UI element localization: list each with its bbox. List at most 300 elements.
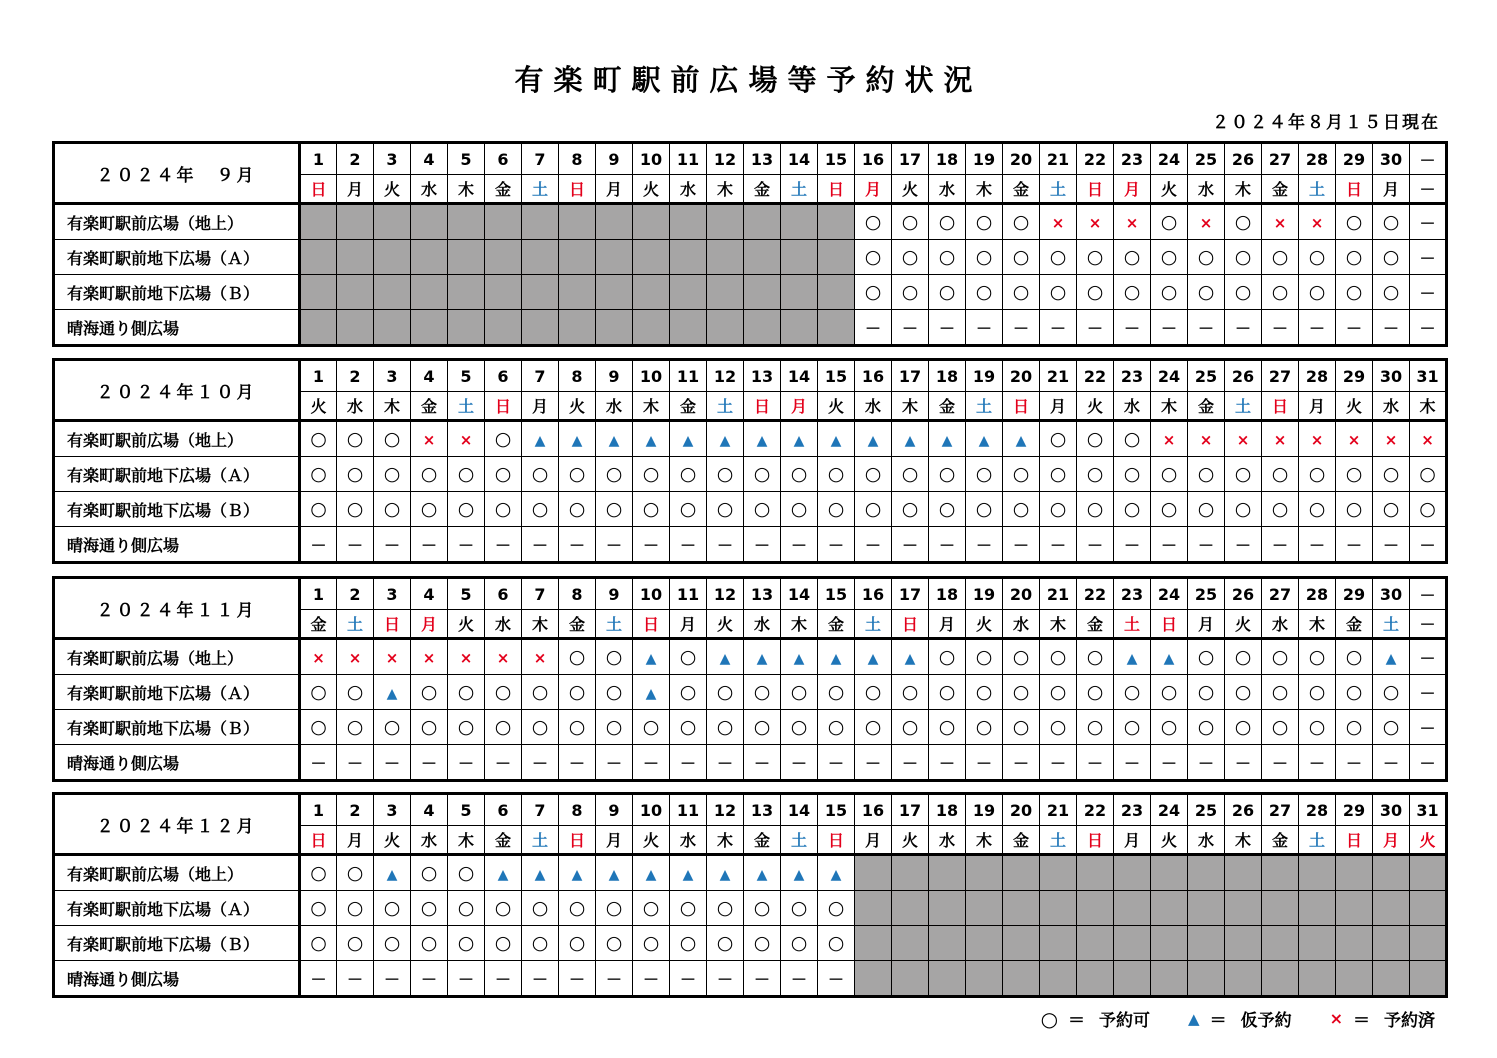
status-cell: [1188, 421, 1225, 457]
day-number: 14: [781, 360, 818, 392]
weekday-label: 水: [1373, 392, 1410, 421]
status-cell: [522, 675, 559, 710]
not-applicable-mark: －: [1123, 535, 1140, 555]
month-calendar-table: [52, 358, 1448, 564]
status-cell: [818, 855, 855, 891]
status-cell: [1040, 639, 1077, 675]
provisional-mark: ▲: [571, 866, 583, 883]
available-mark: ○: [457, 463, 475, 485]
available-mark: ○: [457, 681, 475, 703]
status-cell: [966, 240, 1003, 275]
facility-name: 有楽町駅前広場（地上）: [54, 855, 300, 891]
month-label: ２０２４年１０月: [54, 360, 300, 421]
month-label: ２０２４年 ９月: [54, 143, 300, 204]
available-mark: ○: [310, 716, 327, 738]
status-cell: [448, 926, 485, 961]
weekday-label: 月: [1373, 826, 1410, 855]
status-cell: [744, 492, 781, 527]
day-number: 28: [1299, 360, 1336, 392]
day-number: 24: [1151, 578, 1188, 610]
reserved-mark: ×: [348, 648, 362, 667]
weekday-label: 木: [374, 392, 411, 421]
available-mark: ○: [346, 897, 364, 919]
weekday-label: 土: [522, 826, 559, 855]
unavailable-cell: [1225, 961, 1262, 997]
day-number: 16: [855, 794, 892, 826]
status-cell: [1262, 710, 1299, 745]
weekday-label: 火: [374, 826, 411, 855]
weekday-label: 金: [485, 826, 522, 855]
available-mark: ○: [494, 897, 512, 919]
unavailable-cell: [707, 275, 744, 310]
weekday-label: 月: [337, 826, 374, 855]
provisional-mark: ▲: [682, 432, 694, 449]
weekday-label: 日: [818, 826, 855, 855]
unavailable-cell: [300, 204, 337, 240]
provisional-mark: ▲: [1385, 650, 1397, 667]
day-number: 2: [337, 360, 374, 392]
available-mark: ○: [1123, 716, 1141, 738]
weekday-label: 金: [485, 175, 522, 204]
provisional-mark: ▲: [904, 432, 916, 449]
day-number: 26: [1225, 794, 1262, 826]
facility-name: 晴海通り側広場: [54, 961, 300, 997]
not-applicable-mark: －: [864, 535, 881, 555]
status-cell: [1336, 275, 1373, 310]
day-number: －: [1410, 578, 1447, 610]
weekday-label: 木: [966, 826, 1003, 855]
available-mark: ○: [1234, 211, 1252, 233]
status-cell: [1188, 639, 1225, 675]
available-mark: ○: [531, 498, 549, 520]
status-cell: [1262, 421, 1299, 457]
status-cell: [633, 527, 670, 563]
day-number: 23: [1114, 360, 1151, 392]
not-applicable-mark: －: [494, 969, 511, 989]
status-cell: [1114, 639, 1151, 675]
day-number: 1: [300, 578, 337, 610]
unavailable-cell: [374, 310, 411, 346]
available-mark: ○: [383, 463, 401, 485]
status-cell: [892, 492, 929, 527]
unavailable-cell: [1114, 926, 1151, 961]
status-cell: [300, 421, 337, 457]
available-mark: ○: [420, 463, 438, 485]
status-cell: [522, 855, 559, 891]
month-calendar-table: [52, 141, 1448, 347]
weekday-label: 月: [1114, 826, 1151, 855]
reserved-mark: ×: [496, 648, 510, 667]
day-number: 10: [633, 143, 670, 175]
status-cell: [1336, 639, 1373, 675]
available-mark: ○: [975, 716, 993, 738]
available-mark: ○: [346, 498, 364, 520]
available-mark: ○: [642, 932, 660, 954]
unavailable-cell: [559, 275, 596, 310]
status-cell: [781, 675, 818, 710]
weekday-label: 金: [1003, 826, 1040, 855]
not-applicable-mark: －: [531, 535, 548, 555]
unavailable-cell: [559, 310, 596, 346]
unavailable-cell: [892, 961, 929, 997]
available-mark: ○: [1197, 716, 1215, 738]
not-applicable-mark: －: [568, 753, 585, 773]
day-number: 13: [744, 794, 781, 826]
available-mark: ○: [605, 932, 623, 954]
status-cell: [1373, 457, 1410, 492]
status-cell: [1373, 204, 1410, 240]
provisional-mark: ▲: [867, 432, 879, 449]
weekday-label: 水: [744, 610, 781, 639]
status-cell: [1151, 639, 1188, 675]
available-mark: ○: [310, 463, 327, 485]
day-number: 20: [1003, 794, 1040, 826]
day-number: 26: [1225, 578, 1262, 610]
available-mark: ○: [1123, 246, 1141, 268]
unavailable-cell: [929, 855, 966, 891]
not-applicable-mark: －: [1419, 648, 1436, 668]
weekday-label: 水: [1262, 610, 1299, 639]
status-cell: [744, 745, 781, 781]
available-mark: ○: [346, 428, 364, 450]
not-applicable-mark: －: [531, 969, 548, 989]
unavailable-cell: [633, 204, 670, 240]
day-number: 24: [1151, 794, 1188, 826]
available-mark: ○: [1160, 246, 1178, 268]
status-cell: [559, 527, 596, 563]
unavailable-cell: [1188, 855, 1225, 891]
not-applicable-mark: －: [642, 969, 659, 989]
day-number: 5: [448, 794, 485, 826]
day-number: 4: [411, 578, 448, 610]
provisional-mark: ▲: [719, 866, 731, 883]
weekday-label: 日: [1077, 175, 1114, 204]
available-mark: ○: [938, 498, 956, 520]
unavailable-cell: [559, 204, 596, 240]
day-number: 30: [1373, 360, 1410, 392]
day-number: 21: [1040, 794, 1077, 826]
unavailable-cell: [966, 855, 1003, 891]
available-mark: ○: [457, 897, 475, 919]
status-cell: [374, 639, 411, 675]
weekday-label: －: [1410, 610, 1447, 639]
legend-equals: ＝: [1353, 1011, 1370, 1031]
available-mark: ○: [1345, 281, 1363, 303]
weekday-label: 土: [1373, 610, 1410, 639]
provisional-mark: ▲: [830, 432, 842, 449]
day-number: 15: [818, 578, 855, 610]
available-mark: ○: [531, 463, 549, 485]
status-cell: [744, 855, 781, 891]
weekday-label: 木: [707, 175, 744, 204]
day-number: 8: [559, 794, 596, 826]
day-number: 21: [1040, 360, 1077, 392]
available-mark: ○: [864, 498, 882, 520]
available-mark: ○: [531, 932, 549, 954]
status-cell: [744, 639, 781, 675]
status-cell: [929, 492, 966, 527]
unavailable-cell: [1040, 891, 1077, 926]
not-applicable-mark: －: [1234, 753, 1251, 773]
provisional-mark: ▲: [682, 866, 694, 883]
unavailable-cell: [1336, 926, 1373, 961]
day-number: 30: [1373, 578, 1410, 610]
weekday-label: 土: [781, 826, 818, 855]
status-cell: [855, 492, 892, 527]
status-cell: [1077, 310, 1114, 346]
status-cell: [1040, 527, 1077, 563]
status-cell: [1151, 204, 1188, 240]
not-applicable-mark: －: [753, 535, 770, 555]
weekday-label: 土: [1299, 826, 1336, 855]
facility-name: 有楽町駅前地下広場（Ａ）: [54, 675, 300, 710]
status-cell: [966, 639, 1003, 675]
available-mark: ○: [827, 716, 845, 738]
status-cell: [707, 710, 744, 745]
not-applicable-mark: －: [1308, 753, 1325, 773]
unavailable-cell: [855, 855, 892, 891]
status-cell: [1114, 527, 1151, 563]
available-mark: ○: [605, 646, 623, 668]
unavailable-cell: [1040, 855, 1077, 891]
status-cell: [411, 855, 448, 891]
available-mark: ○: [716, 498, 734, 520]
weekday-label: 金: [559, 610, 596, 639]
status-cell: [818, 527, 855, 563]
as-of-date: ２０２４年８月１５日現在: [1212, 113, 1440, 133]
status-cell: [374, 926, 411, 961]
provisional-mark: ▲: [645, 866, 657, 883]
weekday-label: 月: [337, 175, 374, 204]
available-mark: ○: [827, 498, 845, 520]
status-cell: [1077, 240, 1114, 275]
status-cell: [929, 527, 966, 563]
month-label: ２０２４年１２月: [54, 794, 300, 855]
day-number: 25: [1188, 794, 1225, 826]
not-applicable-mark: －: [1086, 535, 1103, 555]
unavailable-cell: [1336, 961, 1373, 997]
day-number: 13: [744, 143, 781, 175]
status-cell: [855, 204, 892, 240]
day-number: 1: [300, 143, 337, 175]
status-cell: [1373, 710, 1410, 745]
status-cell: [1040, 310, 1077, 346]
facility-name: 晴海通り側広場: [54, 310, 300, 346]
status-cell: [485, 457, 522, 492]
facility-name: 有楽町駅前広場（地上）: [54, 421, 300, 457]
available-mark: ○: [605, 716, 623, 738]
available-mark: ○: [753, 498, 771, 520]
day-number: 28: [1299, 794, 1336, 826]
day-number: 25: [1188, 578, 1225, 610]
weekday-label: 水: [337, 392, 374, 421]
unavailable-cell: [1225, 891, 1262, 926]
available-mark: ○: [679, 463, 697, 485]
available-mark: ○: [1234, 716, 1252, 738]
status-cell: [818, 745, 855, 781]
status-cell: [929, 204, 966, 240]
day-number: 18: [929, 360, 966, 392]
not-applicable-mark: －: [1012, 535, 1029, 555]
not-applicable-mark: －: [901, 318, 918, 338]
unavailable-cell: [485, 240, 522, 275]
status-cell: [781, 421, 818, 457]
unavailable-cell: [559, 240, 596, 275]
provisional-mark: ▲: [756, 650, 768, 667]
available-mark: ○: [346, 463, 364, 485]
day-number: 26: [1225, 143, 1262, 175]
available-mark: ○: [864, 211, 882, 233]
status-cell: [1003, 240, 1040, 275]
facility-name: 有楽町駅前地下広場（Ｂ）: [54, 926, 300, 961]
weekday-label: 土: [707, 392, 744, 421]
not-applicable-mark: －: [1160, 535, 1177, 555]
not-applicable-mark: －: [901, 535, 918, 555]
not-applicable-mark: －: [1012, 318, 1029, 338]
status-cell: [633, 639, 670, 675]
day-number: 2: [337, 794, 374, 826]
not-applicable-mark: －: [346, 753, 363, 773]
status-cell: [411, 891, 448, 926]
unavailable-cell: [633, 275, 670, 310]
day-number: 2: [337, 578, 374, 610]
status-cell: [633, 891, 670, 926]
day-number: 7: [522, 360, 559, 392]
weekday-label: 木: [448, 826, 485, 855]
status-cell: [559, 675, 596, 710]
facility-name: 有楽町駅前地下広場（Ａ）: [54, 457, 300, 492]
status-cell: [1299, 492, 1336, 527]
not-applicable-mark: －: [827, 535, 844, 555]
not-applicable-mark: －: [827, 753, 844, 773]
unavailable-cell: [411, 204, 448, 240]
status-cell: [966, 675, 1003, 710]
available-mark: ○: [901, 681, 919, 703]
unavailable-cell: [892, 855, 929, 891]
status-cell: [744, 891, 781, 926]
status-cell: [929, 421, 966, 457]
available-mark: ○: [642, 897, 660, 919]
weekday-label: 金: [411, 392, 448, 421]
available-mark: ○: [790, 681, 808, 703]
status-cell: [1188, 275, 1225, 310]
status-cell: [1040, 710, 1077, 745]
reserved-mark: ×: [1384, 430, 1398, 449]
status-cell: [1373, 421, 1410, 457]
available-mark: ○: [1160, 681, 1178, 703]
status-cell: [892, 240, 929, 275]
day-number: 24: [1151, 360, 1188, 392]
status-cell: [1077, 710, 1114, 745]
provisional-mark: ▲: [941, 432, 953, 449]
status-cell: [1003, 527, 1040, 563]
status-cell: [1188, 310, 1225, 346]
status-cell: [1373, 745, 1410, 781]
status-cell: [1114, 310, 1151, 346]
not-applicable-mark: －: [605, 535, 622, 555]
unavailable-cell: [670, 275, 707, 310]
weekday-label: 日: [744, 392, 781, 421]
unavailable-cell: [1114, 961, 1151, 997]
provisional-mark: ▲: [793, 866, 805, 883]
unavailable-cell: [1188, 926, 1225, 961]
status-cell: [892, 675, 929, 710]
available-mark: ○: [1012, 646, 1030, 668]
status-cell: [1188, 204, 1225, 240]
available-mark: ○: [1086, 498, 1104, 520]
reserved-mark: ×: [1273, 430, 1287, 449]
available-mark: ○: [975, 246, 993, 268]
weekday-label: 火: [1151, 826, 1188, 855]
not-applicable-mark: －: [938, 318, 955, 338]
status-cell: [855, 240, 892, 275]
day-number: 29: [1336, 794, 1373, 826]
reserved-mark: ×: [1310, 430, 1324, 449]
not-applicable-mark: －: [494, 535, 511, 555]
available-mark: ○: [531, 897, 549, 919]
facility-name: 有楽町駅前地下広場（Ｂ）: [54, 492, 300, 527]
day-number: 29: [1336, 360, 1373, 392]
available-mark: ○: [1197, 281, 1215, 303]
available-mark: ○: [1345, 463, 1363, 485]
day-number: 20: [1003, 143, 1040, 175]
status-cell: [781, 961, 818, 997]
day-number: 9: [596, 578, 633, 610]
status-cell: [1336, 240, 1373, 275]
not-applicable-mark: －: [346, 535, 363, 555]
status-cell: [559, 855, 596, 891]
legend-symbol: ○: [1040, 1006, 1059, 1031]
day-number: 11: [670, 360, 707, 392]
not-applicable-mark: －: [1160, 753, 1177, 773]
weekday-label: 火: [559, 392, 596, 421]
weekday-label: 土: [1225, 392, 1262, 421]
status-cell: [1040, 204, 1077, 240]
weekday-label: 土: [1114, 610, 1151, 639]
status-cell: [855, 275, 892, 310]
status-cell: [1373, 240, 1410, 275]
weekday-label: 火: [818, 392, 855, 421]
available-mark: ○: [310, 932, 327, 954]
available-mark: ○: [420, 498, 438, 520]
status-cell: [1373, 310, 1410, 346]
status-cell: [1299, 240, 1336, 275]
weekday-label: 土: [1040, 826, 1077, 855]
available-mark: ○: [1308, 646, 1326, 668]
available-mark: ○: [975, 463, 993, 485]
day-number: 3: [374, 143, 411, 175]
status-cell: [1077, 639, 1114, 675]
unavailable-cell: [596, 275, 633, 310]
weekday-label: 火: [633, 826, 670, 855]
status-cell: [596, 710, 633, 745]
facility-row: [54, 492, 1447, 527]
facility-name: 有楽町駅前地下広場（Ｂ）: [54, 275, 300, 310]
available-mark: ○: [1197, 646, 1215, 668]
status-cell: [1410, 204, 1447, 240]
unavailable-cell: [300, 310, 337, 346]
unavailable-cell: [522, 310, 559, 346]
unavailable-cell: [1262, 855, 1299, 891]
status-cell: [485, 710, 522, 745]
status-cell: [559, 710, 596, 745]
status-cell: [485, 926, 522, 961]
status-cell: [818, 639, 855, 675]
status-cell: [781, 710, 818, 745]
status-cell: [1373, 675, 1410, 710]
day-number: 5: [448, 360, 485, 392]
facility-name: 晴海通り側広場: [54, 745, 300, 781]
